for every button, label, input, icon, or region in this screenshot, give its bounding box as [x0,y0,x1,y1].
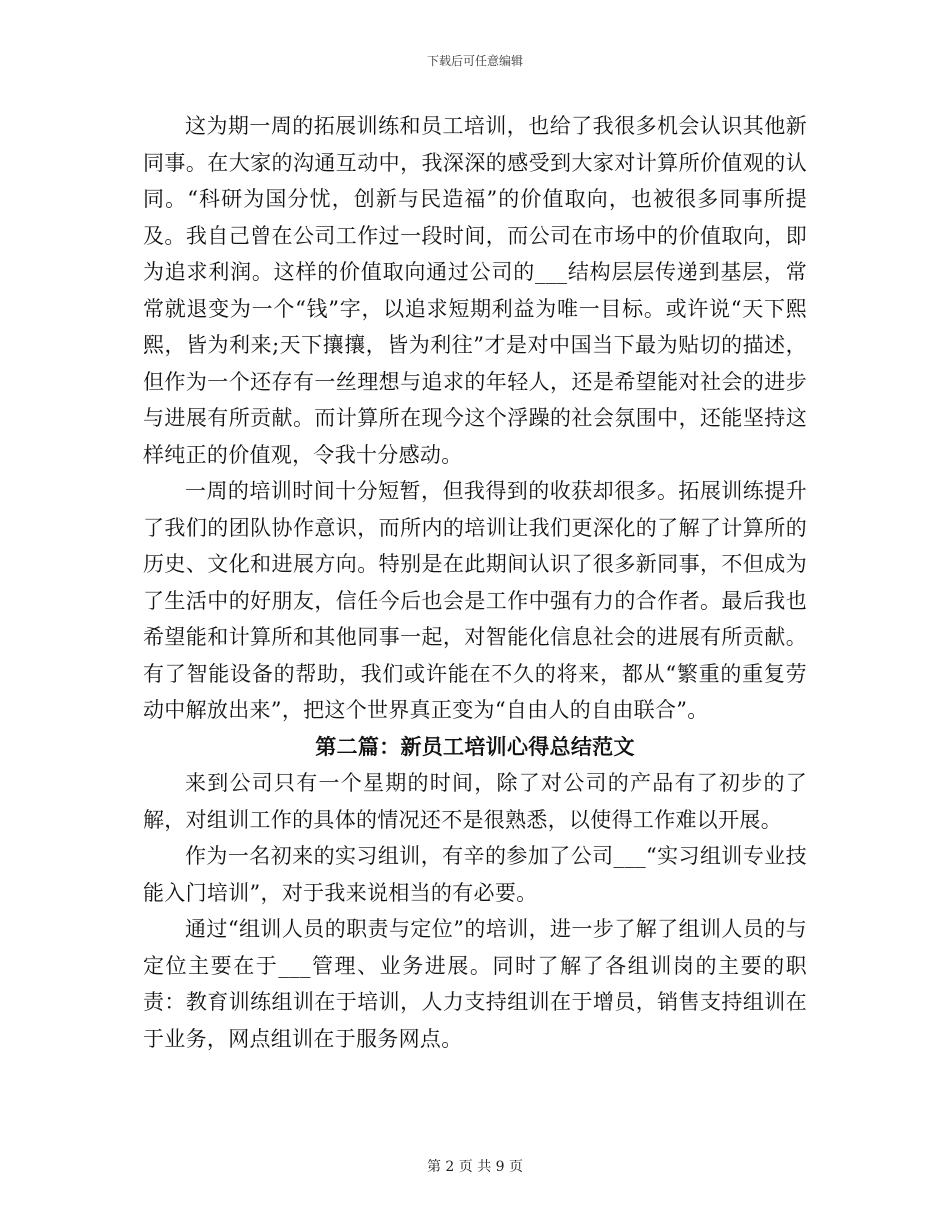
document-body [143,108,807,1057]
section-title: 第二篇：新员工培训心得总结范文 [315,733,635,759]
paragraph-2: 一周的培训时间十分短暂，但我得到的收获却很多。拓展训练提升了我们的团队协作意识，而所内的培训让我们更深化的了解了计算所的历史、文化和进展方向。特别是在此期间认识了很多新同事，不但成为了生活中的好朋友，信任今后也会是工作中强有力的合作者。最后我也希望能和计算所和其他同事一起，对智能化信息社会的进展有所贡献。有了智能设备的帮助，我们或许能在不久的将来，都从“繁重的重复劳动中解放出来”，把这个世界真正变为“自由人的自由联合”。 [143,479,807,722]
header-note: 下载后可任意编辑 [426,54,523,68]
paragraph-1: 这为期一周的拓展训练和员工培训，也给了我很多机会认识其他新同事。在大家的沟通互动中，我深深的感受到大家对计算所价值观的认同。“科研为国分忧，创新与民造福”的价值取向，也被很多同事所提及。我自己曾在公司工作过一段时间，而公司在市场中的价值取向，即为追求利润。这样的价值取向通过公司的___结构层层传递到基层，常常就退变为一个“钱”字，以追求短期利益为唯一目标。或许说“天下熙熙，皆为利来;天下攘攘，皆为利往”才是对中国当下最为贴切的描述，但作为一个还存有一丝理想与追求的年轻人，还是希望能对社会的进步与进展有所贡献。而计算所在现今这个浮躁的社会氛围中，还能坚持这样纯正的价值观，令我十分感动。 [143,114,807,467]
page-number: 第 2 页 共 9 页 [426,1159,524,1175]
paragraph-4: 作为一名初来的实习组训，有辛的参加了公司___“实习组训专业技能入门培训”，对于我来说相当的有必要。 [143,844,807,905]
paragraph-3: 来到公司只有一个星期的时间，除了对公司的产品有了初步的了解，对组训工作的具体的情况还不是很熟悉，以使得工作难以开展。 [143,771,807,832]
paragraph-5: 通过“组训人员的职责与定位”的培训，进一步了解了组训人员的与定位主要在于___管理、业务进展。同时了解了各组训岗的主要的职责：教育训练组训在于培训，人力支持组训在于增员，销售支持组训在于业务，网点组训在于服务网点。 [143,917,807,1051]
